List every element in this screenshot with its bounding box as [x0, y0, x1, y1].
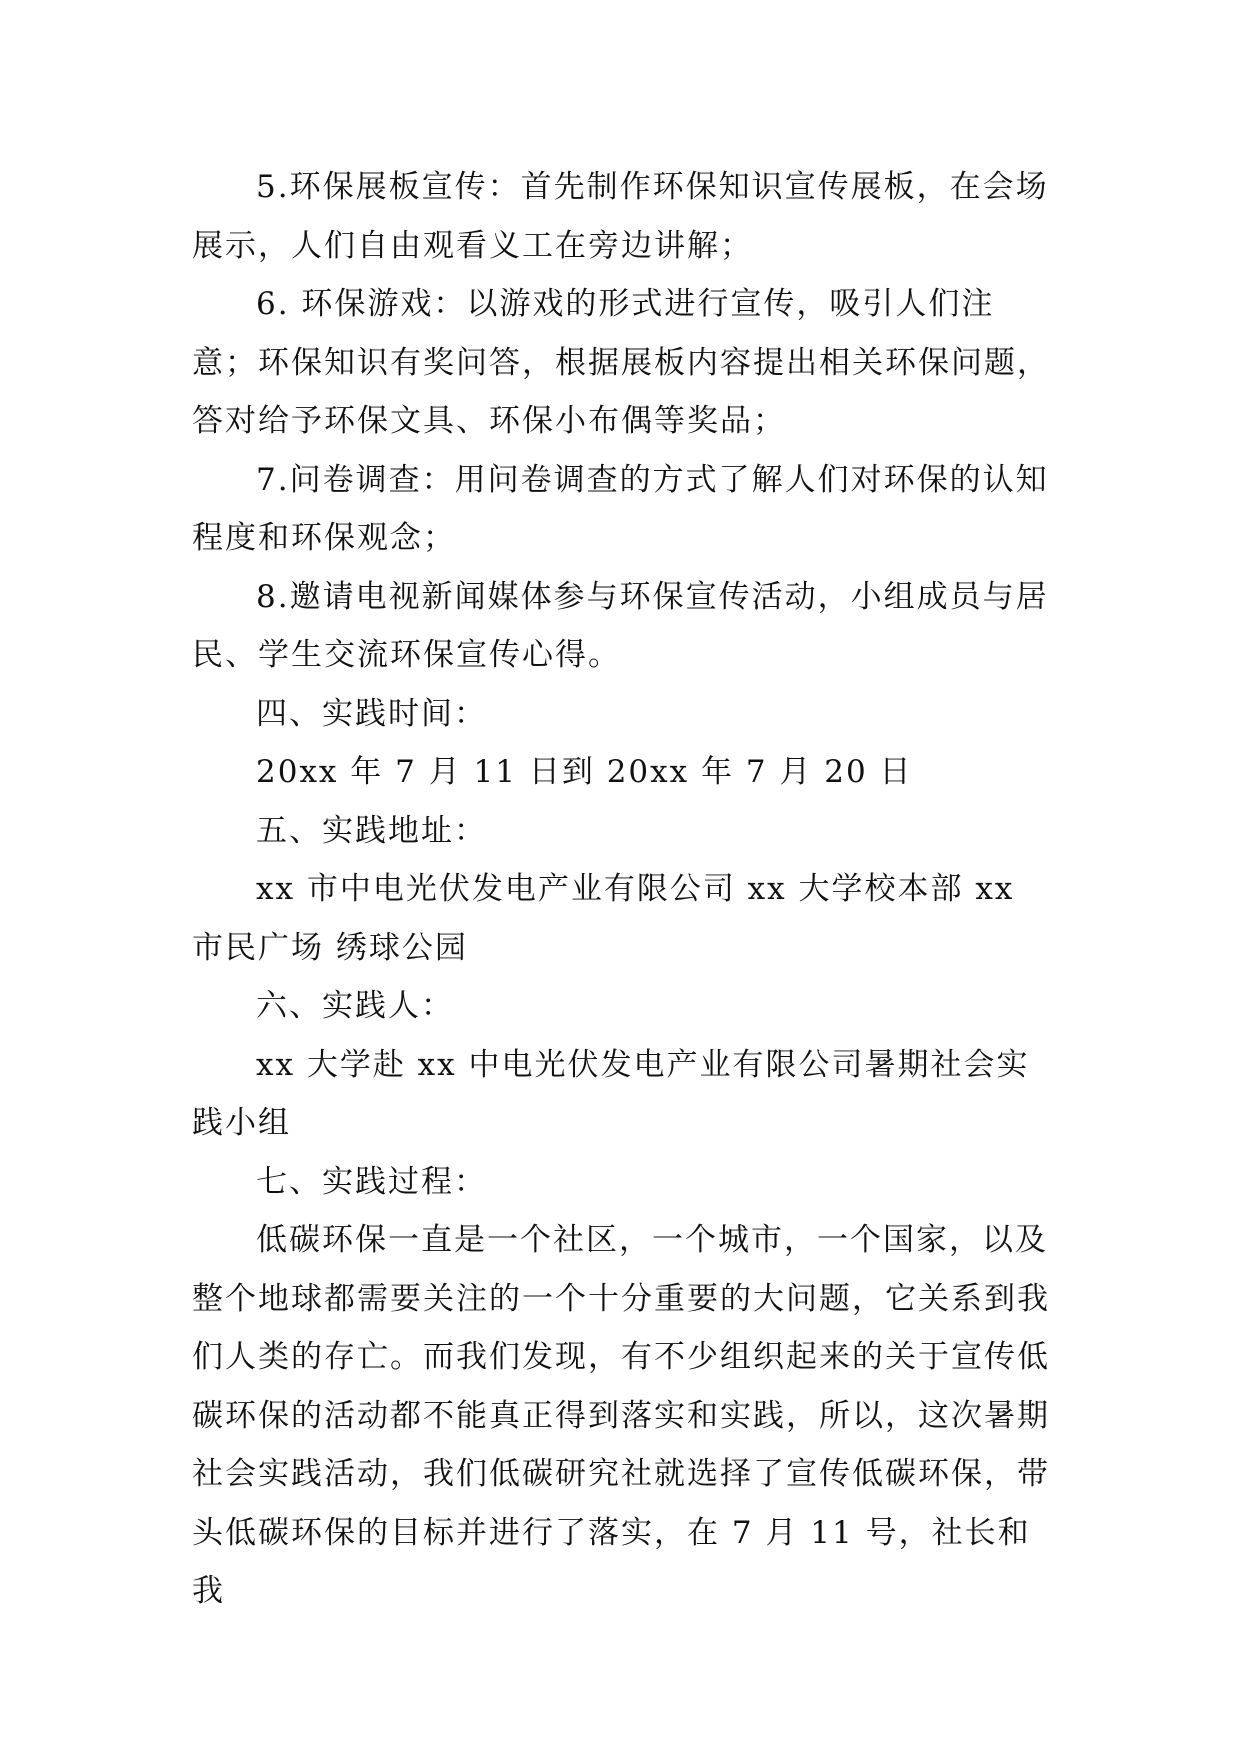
paragraph-eco-games: 6. 环保游戏：以游戏的形式进行宣传，吸引人们注意；环保知识有奖问答，根据展板内容提出相关环保问题，答对给予环保文具、环保小布偶等奖品； — [192, 286, 1050, 439]
paragraph-media-invitation: 8.邀请电视新闻媒体参与环保宣传活动，小组成员与居民、学生交流环保宣传心得。 — [192, 578, 1049, 673]
section-heading-practice-location: 五、实践地址： — [256, 812, 487, 849]
section-heading-practitioners: 六、实践人： — [256, 988, 454, 1024]
paragraph-process-description: 低碳环保一直是一个社区，一个城市，一个国家，以及整个地球都需要关注的一个十分重要的大问题，它关系到我们人类的存亡。而我们发现，有不少组织起来的关于宣传低碳环保的活动都不能真正得到落实和实践，所以，这次暑期社会实践活动，我们低碳研究社就选择了宣传低碳环保，带头低碳环保的目标并进行了落实，在 7 月 11 号，社长和我 — [192, 1222, 1050, 1609]
paragraph-exhibition-board: 5.环保展板宣传：首先制作环保知识宣传展板，在会场展示，人们自由观看义工在旁边讲解； — [192, 169, 1049, 264]
paragraph-practice-dates: 20xx 年 7 月 11 日到 20xx 年 7 月 20 日 — [256, 754, 913, 790]
paragraph-questionnaire: 7.问卷调查：用问卷调查的方式了解人们对环保的认知程度和环保观念； — [192, 461, 1049, 556]
paragraph-practice-team: xx 大学赴 xx 中电光伏发电产业有限公司暑期社会实践小组 — [192, 1046, 1030, 1141]
section-heading-practice-process: 七、实践过程： — [256, 1163, 487, 1200]
document-body — [192, 158, 1054, 1621]
paragraph-practice-locations: xx 市中电光伏发电产业有限公司 xx 大学校本部 xx 市民广场 绣球公园 — [192, 871, 1027, 966]
section-heading-practice-time: 四、实践时间： — [256, 695, 487, 732]
